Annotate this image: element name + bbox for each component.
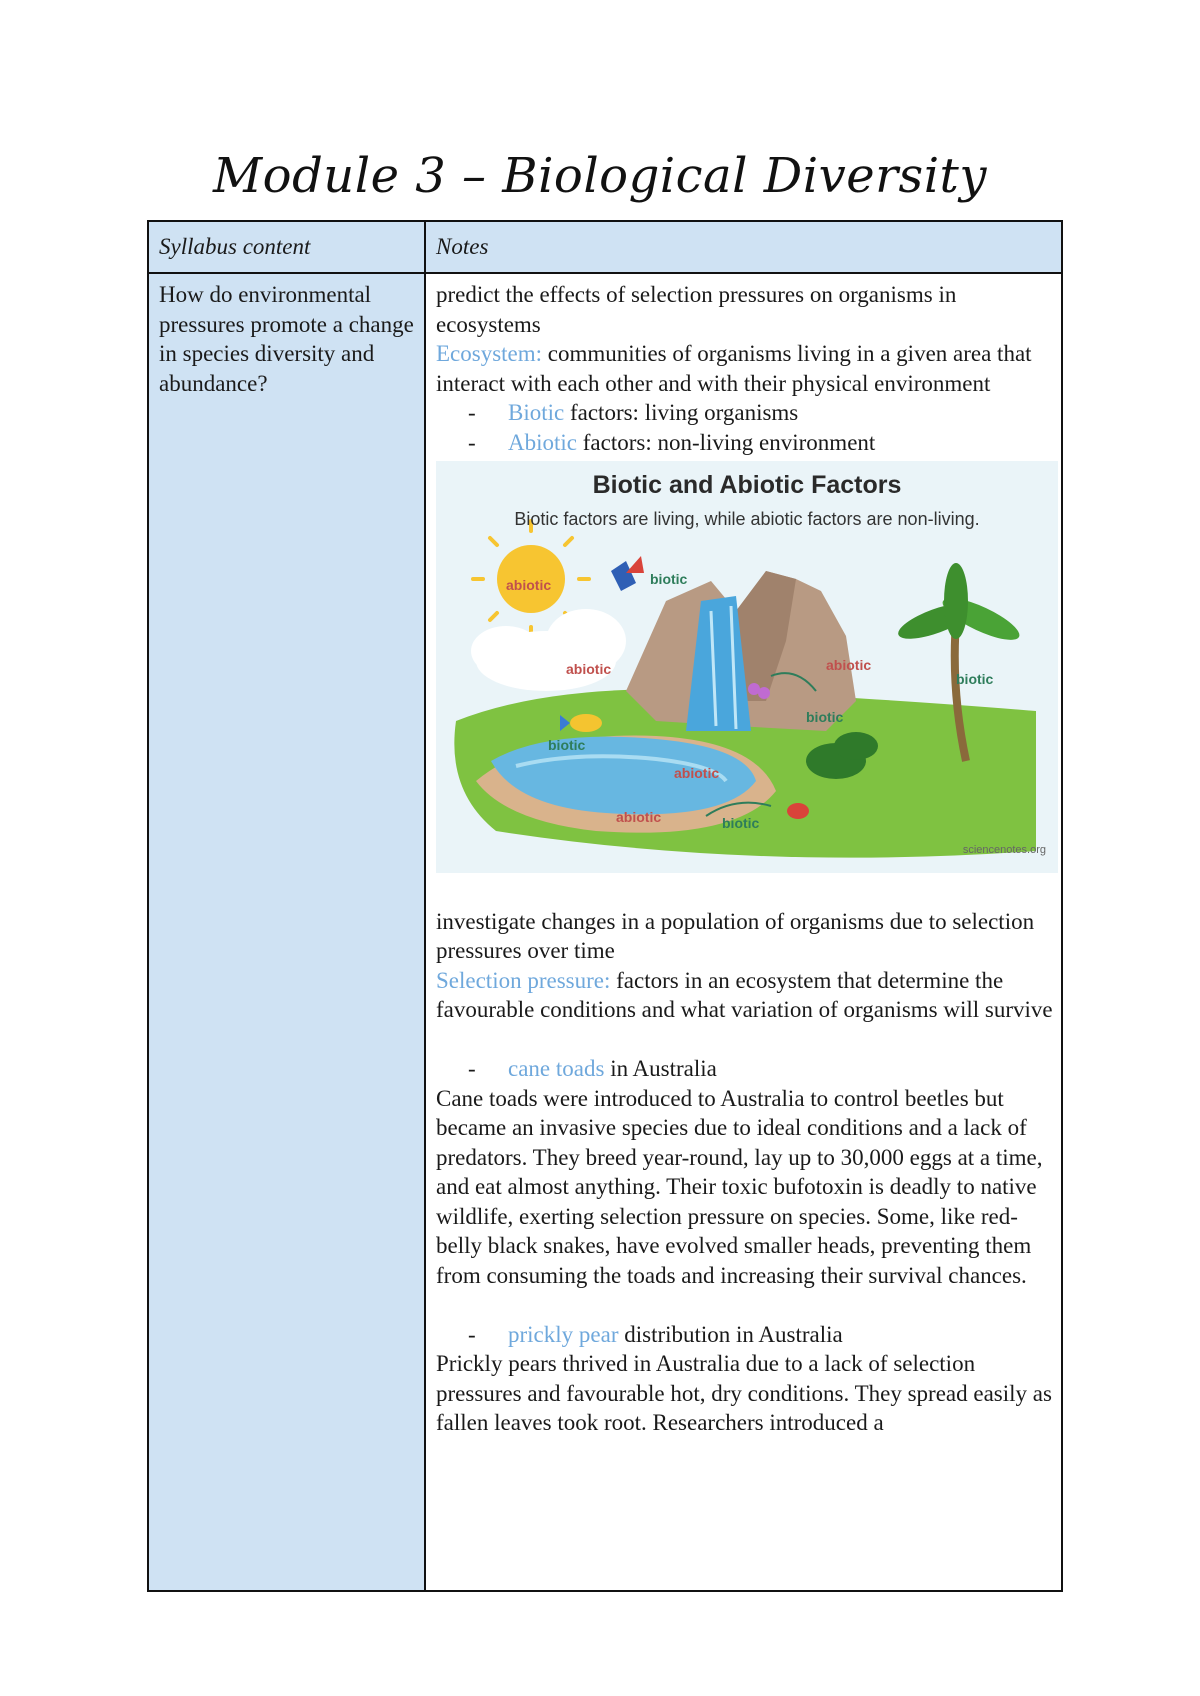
selection-pressure-definition (436, 966, 1053, 1025)
figure-credit: sciencenotes.org (962, 843, 1046, 856)
cane-toads-paragraph: Cane toads were introduced to Australia to control beetles but became an invasive species due to ideal conditions and a lack of predators. They breed year-round, lay up to 30,000 eggs at a time, and eat almost anything. Their toxic bufotoxin is deadly to native wildlife, exerting selection pressure on species. Some, like red-belly black snakes, have evolved smaller heads, preventing them from consuming the toads and increasing their survival chances. (436, 1085, 1043, 1288)
label-water: abiotic (674, 765, 720, 781)
ecosystem-term: Ecosystem: (436, 341, 543, 366)
header-notes: Notes (425, 221, 1062, 273)
label-tree: biotic (956, 671, 994, 687)
objective-predict: predict the effects of selection pressures on organisms in ecosystems (436, 282, 957, 337)
cane-toads-term: cane toads (508, 1056, 605, 1081)
label-fish: biotic (548, 737, 586, 753)
figure-title: Biotic and Abiotic Factors (592, 471, 902, 499)
bullet-dash: - (468, 1321, 476, 1347)
biotic-text: factors: living organisms (564, 400, 799, 425)
bullet-abiotic (436, 428, 1053, 458)
table-header-row (148, 221, 1062, 273)
syllabus-question: How do environmental pressures promote a change in species diversity and abundance? (148, 273, 425, 1591)
biotic-abiotic-figure (436, 461, 1058, 873)
crab-icon (787, 803, 809, 819)
bullet-dash: - (468, 429, 476, 455)
bird-icon (611, 556, 644, 591)
bullet-dash: - (468, 1056, 476, 1081)
figure-subtitle: Biotic factors are living, while abiotic factors are non-living. (514, 509, 980, 529)
label-bird: biotic (650, 571, 688, 587)
prickly-pear-paragraph: Prickly pears thrived in Australia due to a lack of selection pressures and favourable hot, dry conditions. They spread easily as fallen leaves took root. Researchers introduced a (436, 1351, 1052, 1435)
notes-cell (425, 273, 1062, 1591)
selection-def-text: factors in an ecosystem that determine the favourable conditions and what variation of organisms will survive (436, 967, 1053, 1022)
prickly-pear-text: distribution in Australia (618, 1321, 843, 1347)
selection-term: Selection pressure: (436, 967, 611, 993)
ecosystem-definition (436, 339, 1053, 398)
bullet-cane-toads (436, 1054, 1053, 1084)
bullet-biotic (436, 398, 1053, 428)
label-crab: biotic (722, 815, 760, 831)
header-syllabus-content: Syllabus content (148, 221, 425, 273)
label-rock: abiotic (826, 657, 872, 673)
notes-table (147, 220, 1063, 1592)
table-row (148, 273, 1062, 1591)
cane-toads-text: in Australia (604, 1056, 717, 1081)
biotic-term: Biotic (508, 400, 565, 425)
abiotic-term: Abiotic (508, 429, 577, 455)
abiotic-text: factors: non-living environment (577, 429, 876, 455)
bullet-prickly-pear (436, 1320, 1053, 1350)
prickly-pear-term: prickly pear (508, 1321, 619, 1347)
label-soil: abiotic (616, 809, 662, 825)
ecosystem-def-text: communities of organisms living in a given area that interact with each other and with their physical environment (436, 341, 1032, 396)
label-sun: abiotic (506, 577, 552, 593)
objective-investigate: investigate changes in a population of organisms due to selection pressures over time (436, 908, 1035, 963)
bullet-dash: - (468, 400, 476, 425)
label-cloud: abiotic (566, 661, 612, 677)
label-butterfly: biotic (806, 709, 844, 725)
page-title: Module 3 – Biological Diversity (213, 148, 987, 204)
